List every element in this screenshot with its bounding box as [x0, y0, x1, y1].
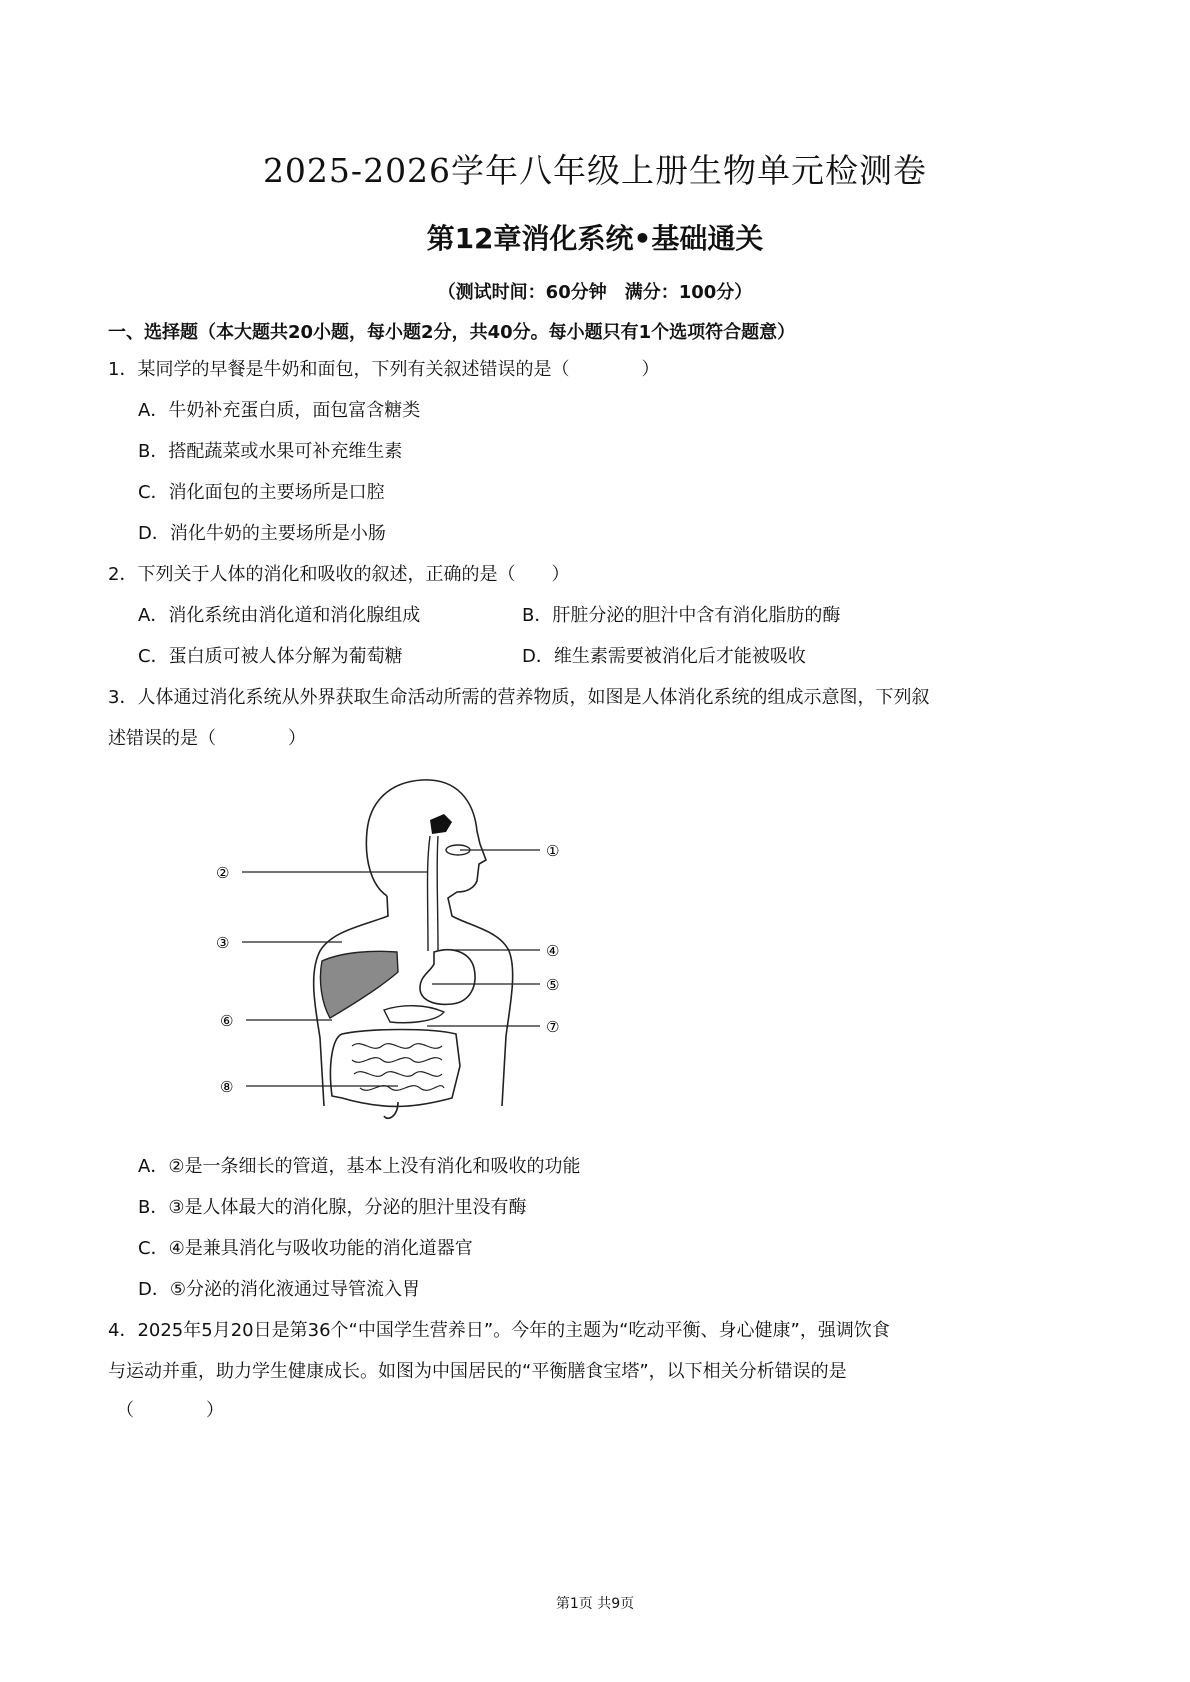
label-5: ⑤	[546, 976, 560, 994]
rectum	[384, 1102, 398, 1118]
question-1-option-b: B．搭配蔬菜或水果可补充维生素	[138, 441, 403, 462]
question-2-option-b: B．肝脏分泌的胆汁中含有消化脂肪的酶	[522, 605, 841, 626]
question-3-stem-line2: 述错误的是（ ）	[108, 728, 306, 749]
label-4: ④	[546, 942, 560, 960]
question-1-option-c: C．消化面包的主要场所是口腔	[138, 482, 385, 503]
pancreas	[384, 1006, 444, 1023]
question-2-option-a: A．消化系统由消化道和消化腺组成	[138, 605, 421, 626]
coil-3	[354, 1072, 442, 1077]
question-2-stem: 2．下列关于人体的消化和吸收的叙述，正确的是（ ）	[108, 564, 570, 585]
label-8: ⑧	[220, 1078, 234, 1096]
question-1-stem: 1．某同学的早餐是牛奶和面包，下列有关叙述错误的是（ ）	[108, 359, 660, 380]
question-1-option-d: D．消化牛奶的主要场所是小肠	[138, 523, 386, 544]
question-4-stem-line1: 4．2025年5月20日是第36个“中国学生营养日”。今年的主题为“吃动平衡、身心健康”，强调饮食	[108, 1320, 890, 1341]
liver	[320, 951, 398, 1018]
label-2: ②	[216, 864, 230, 882]
oral-cavity	[430, 814, 452, 834]
exam-title: 2025-2026学年八年级上册生物单元检测卷	[262, 151, 928, 190]
small-intestine	[352, 1044, 444, 1091]
digestive-system-diagram	[212, 776, 632, 1138]
question-3-option-c: C．④是兼具消化与吸收功能的消化道器官	[138, 1238, 473, 1259]
label-3: ③	[216, 934, 230, 952]
question-3-option-a: A．②是一条细长的管道，基本上没有消化和吸收的功能	[138, 1156, 581, 1177]
question-3-option-b: B．③是人体最大的消化腺，分泌的胆汁里没有酶	[138, 1197, 527, 1218]
stomach	[420, 950, 475, 1005]
large-intestine	[330, 1030, 460, 1107]
question-4-stem-line3: （ ）	[116, 1400, 224, 1421]
question-3-stem-line1: 3．人体通过消化系统从外界获取生命活动所需的营养物质，如图是人体消化系统的组成示意图，下列叙	[108, 687, 930, 708]
section-heading: 一、选择题（本大题共20小题，每小题2分，共40分。每小题只有1个选项符合题意）	[108, 322, 796, 343]
chapter-subtitle: 第12章消化系统•基础通关	[426, 222, 764, 255]
question-3-option-d: D．⑤分泌的消化液通过导管流入胃	[138, 1279, 420, 1300]
question-2-option-d: D．维生素需要被消化后才能被吸收	[522, 646, 806, 667]
label-1: ①	[546, 842, 560, 860]
esophagus-line-a	[428, 836, 431, 951]
body-outline	[314, 780, 513, 1106]
label-6: ⑥	[220, 1012, 234, 1030]
coil-2	[352, 1058, 442, 1063]
esophagus-line-b	[437, 836, 438, 951]
test-info: （测试时间：60分钟 满分：100分）	[437, 282, 753, 303]
question-1-option-a: A．牛奶补充蛋白质，面包富含糖类	[138, 400, 421, 421]
coil-1	[352, 1044, 442, 1049]
page-footer: 第1页 共9页	[555, 1596, 635, 1612]
digestive-system-svg	[212, 776, 632, 1138]
question-2-option-c: C．蛋白质可被人体分解为葡萄糖	[138, 646, 403, 667]
question-4-stem-line2: 与运动并重，助力学生健康成长。如图为中国居民的“平衡膳食宝塔”，以下相关分析错误的是	[108, 1361, 847, 1382]
label-7: ⑦	[546, 1018, 560, 1036]
